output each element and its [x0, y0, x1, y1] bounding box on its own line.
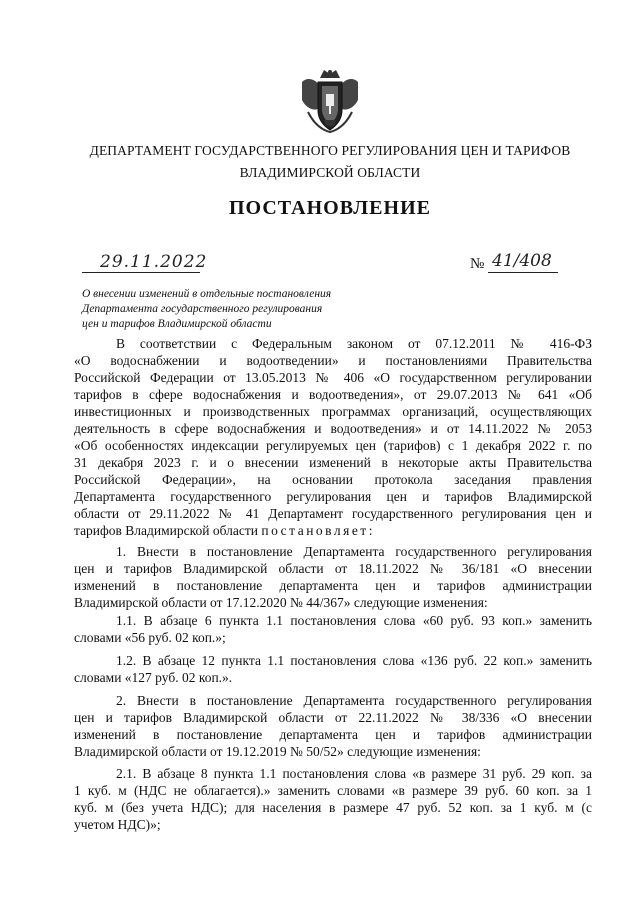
preamble-line: Департамента государственного регулирования цен и тарифов Владимирской — [74, 489, 592, 504]
preamble-line: области от 29.11.2022 № 41 Департамент государственного регулирования цен и — [74, 506, 592, 521]
preamble-decree-word: постановляет: — [261, 523, 375, 538]
preamble-line: «Об особенностях индексации регулируемых цен (тарифов) с 1 декабря 2022 г. по — [74, 438, 592, 453]
item2-line: Владимирской области от 19.12.2019 № 50/52» следующие изменения: — [74, 744, 481, 759]
number-underline — [488, 272, 558, 273]
item2-1-line: учетом НДС)»; — [74, 817, 161, 832]
subject-line: Департамента государственного регулирования — [82, 303, 323, 315]
item2-line: 2. Внести в постановление Департамента государственного регулирования — [116, 693, 592, 708]
item1-line: цен и тарифов Владимирской области от 18.11.2022 № 36/181 «О внесении — [74, 561, 592, 576]
preamble-line: Российской Федерации от 13.05.2013 № 406 «О государственном регулировании — [74, 370, 592, 385]
item2-1-line: 2.1. В абзаце 8 пункта 1.1 постановления слова «в размере 31 руб. 29 коп. за — [116, 766, 592, 781]
item2-line: изменений в постановление департамента цен и тарифов администрации — [74, 727, 592, 742]
preamble-line: 31 декабря 2023 г. и о внесении изменений в некоторые акты Правительства — [74, 455, 592, 470]
preamble-line: инвестиционных и производственных программах организаций, осуществляющих — [74, 404, 592, 419]
preamble-line: деятельность в сфере водоснабжения и водоотведения» и от 14.11.2022 № 2053 — [74, 421, 592, 436]
preamble-line: тарифов в сфере водоснабжения и водоотведения», от 29.07.2013 № 641 «Об — [74, 387, 592, 402]
subject-line: О внесении изменений в отдельные постановления — [82, 288, 332, 300]
preamble-last-text: тарифов Владимирской области — [74, 523, 258, 538]
coat-of-arms-emblem — [298, 64, 362, 136]
preamble-last-line — [74, 522, 592, 539]
department-name-line2: ВЛАДИМИРСКОЙ ОБЛАСТИ — [239, 165, 421, 180]
item1-line: изменений в постановление департамента цен и тарифов администрации — [74, 578, 592, 593]
document-number: 41/408 — [492, 251, 552, 271]
item1-line: Владимирской области от 17.12.2020 № 44/367» следующие изменения: — [74, 595, 488, 610]
department-name-line1: ДЕПАРТАМЕНТ ГОСУДАРСТВЕННОГО РЕГУЛИРОВАНИЯ ЦЕН И ТАРИФОВ — [89, 143, 571, 158]
date-underline — [82, 272, 200, 273]
item2-1-line: куб. м (без учета НДС); для населения в размере 47 руб. 52 коп. за 1 куб. м (с — [74, 800, 592, 815]
item1-line: 1. Внести в постановление Департамента государственного регулирования — [116, 544, 592, 559]
preamble-line: «О водоснабжении и водоотведении» и постановлениями Правительства — [74, 353, 592, 368]
preamble-line: Российской Федерации», на основании протокола заседания правления — [74, 472, 592, 487]
item1-2-line: 1.2. В абзаце 12 пункта 1.1 постановления слова «136 руб. 22 коп.» заменить — [116, 653, 592, 668]
subject-line: цен и тарифов Владимирской области — [82, 318, 272, 330]
item2-line: цен и тарифов Владимирской области от 22.11.2022 № 38/336 «О внесении — [74, 710, 592, 725]
item1-2-line: словами «127 руб. 02 коп.». — [74, 670, 233, 685]
document-type-title: ПОСТАНОВЛЕНИЕ — [229, 197, 431, 219]
preamble-line: В соответствии с Федеральным законом от 07.12.2011 № 416-ФЗ — [116, 336, 592, 351]
item1-1-line: 1.1. В абзаце 6 пункта 1.1 постановления слова «60 руб. 93 коп.» заменить — [116, 613, 592, 628]
item2-1-line: 1 куб. м (НДС не облагается).» заменить словами «в размере 39 руб. 60 коп. за 1 — [74, 783, 592, 798]
number-prefix: № — [470, 256, 485, 272]
item1-1-line: словами «56 руб. 02 коп.»; — [74, 630, 226, 645]
document-date: 29.11.2022 — [100, 252, 208, 272]
